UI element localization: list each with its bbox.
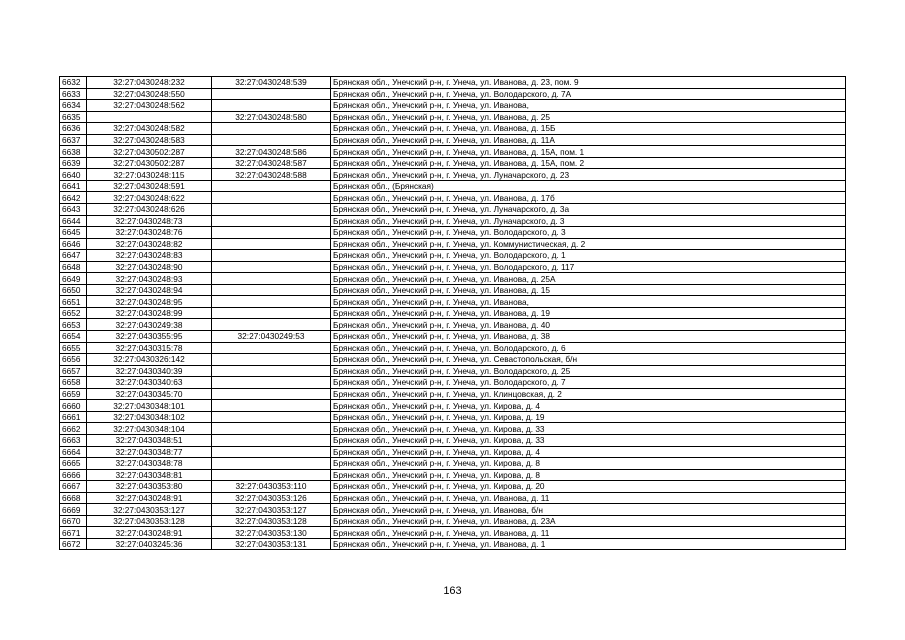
cadastral-number-cell: 32:27:0430248:90 — [87, 261, 212, 273]
table-row — [60, 492, 846, 504]
row-number-cell: 6658 — [60, 377, 87, 389]
table-row — [60, 192, 846, 204]
cadastral-number-cell: 32:27:0430348:81 — [87, 469, 212, 481]
related-cadastral-number-cell — [212, 180, 331, 192]
row-number-cell: 6654 — [60, 331, 87, 343]
address-cell: Брянская обл., Унечский р-н, г. Унеча, ул. Володарского, д. 25 — [331, 365, 846, 377]
related-cadastral-number-cell: 32:27:0430248:586 — [212, 146, 331, 158]
cadastral-number-cell: 32:27:0430248:82 — [87, 238, 212, 250]
address-cell: Брянская обл., Унечский р-н, г. Унеча, ул. Иванова, б/н — [331, 504, 846, 516]
table-row — [60, 157, 846, 169]
address-cell: Брянская обл., Унечский р-н, г. Унеча, ул. Иванова, д. 38 — [331, 331, 846, 343]
address-cell: Брянская обл., Унечский р-н, г. Унеча, ул. Кирова, д. 8 — [331, 458, 846, 470]
row-number-cell: 6642 — [60, 192, 87, 204]
row-number-cell: 6641 — [60, 180, 87, 192]
cadastral-number-cell: 32:27:0430248:94 — [87, 284, 212, 296]
related-cadastral-number-cell: 32:27:0430353:130 — [212, 527, 331, 539]
row-number-cell: 6636 — [60, 123, 87, 135]
related-cadastral-number-cell — [212, 388, 331, 400]
table-row — [60, 134, 846, 146]
table-row — [60, 527, 846, 539]
table-row — [60, 77, 846, 89]
address-cell: Брянская обл., Унечский р-н, г. Унеча, ул. Луначарского, д. 3а — [331, 204, 846, 216]
row-number-cell: 6634 — [60, 100, 87, 112]
address-cell: Брянская обл., Унечский р-н, г. Унеча, ул. Иванова, д. 15А, пом. 2 — [331, 157, 846, 169]
row-number-cell: 6649 — [60, 273, 87, 285]
row-number-cell: 6656 — [60, 354, 87, 366]
table-row — [60, 250, 846, 262]
cadastral-number-cell: 32:27:0430348:102 — [87, 411, 212, 423]
table-row — [60, 331, 846, 343]
table-row — [60, 365, 846, 377]
row-number-cell: 6670 — [60, 515, 87, 527]
row-number-cell: 6647 — [60, 250, 87, 262]
row-number-cell: 6652 — [60, 307, 87, 319]
cadastral-number-cell: 32:27:0430248:95 — [87, 296, 212, 308]
address-cell: Брянская обл., (Брянская) — [331, 180, 846, 192]
cadastral-number-cell: 32:27:0430248:591 — [87, 180, 212, 192]
address-cell: Брянская обл., Унечский р-н, г. Унеча, ул. Иванова, д. 25 — [331, 111, 846, 123]
address-cell: Брянская обл., Унечский р-н, г. Унеча, ул. Иванова, д. 11 — [331, 527, 846, 539]
table-row — [60, 204, 846, 216]
address-cell: Брянская обл., Унечский р-н, г. Унеча, ул. Иванова, д. 11 — [331, 492, 846, 504]
cadastral-number-cell: 32:27:0430340:39 — [87, 365, 212, 377]
row-number-cell: 6653 — [60, 319, 87, 331]
address-cell: Брянская обл., Унечский р-н, г. Унеча, ул. Иванова, д. 25А — [331, 273, 846, 285]
row-number-cell: 6635 — [60, 111, 87, 123]
related-cadastral-number-cell — [212, 227, 331, 239]
address-cell: Брянская обл., Унечский р-н, г. Унеча, ул. Кирова, д. 19 — [331, 411, 846, 423]
row-number-cell: 6643 — [60, 204, 87, 216]
registry-table-body — [60, 77, 846, 550]
related-cadastral-number-cell — [212, 377, 331, 389]
table-row — [60, 469, 846, 481]
row-number-cell: 6632 — [60, 77, 87, 89]
table-row — [60, 504, 846, 516]
cadastral-number-cell: 32:27:0430248:232 — [87, 77, 212, 89]
related-cadastral-number-cell — [212, 434, 331, 446]
related-cadastral-number-cell — [212, 319, 331, 331]
related-cadastral-number-cell: 32:27:0430353:110 — [212, 481, 331, 493]
address-cell: Брянская обл., Унечский р-н, г. Унеча, ул. Кирова, д. 4 — [331, 400, 846, 412]
cadastral-number-cell: 32:27:0430502:287 — [87, 157, 212, 169]
cadastral-number-cell: 32:27:0430248:115 — [87, 169, 212, 181]
related-cadastral-number-cell — [212, 342, 331, 354]
table-row — [60, 446, 846, 458]
related-cadastral-number-cell — [212, 215, 331, 227]
cadastral-number-cell: 32:27:0430248:550 — [87, 88, 212, 100]
cadastral-number-cell: 32:27:0430248:562 — [87, 100, 212, 112]
table-row — [60, 307, 846, 319]
cadastral-number-cell: 32:27:0430249:38 — [87, 319, 212, 331]
address-cell: Брянская обл., Унечский р-н, г. Унеча, ул. Клинцовская, д. 2 — [331, 388, 846, 400]
address-cell: Брянская обл., Унечский р-н, г. Унеча, ул. Иванова, — [331, 100, 846, 112]
related-cadastral-number-cell — [212, 134, 331, 146]
row-number-cell: 6651 — [60, 296, 87, 308]
address-cell: Брянская обл., Унечский р-н, г. Унеча, ул. Володарского, д. 1 — [331, 250, 846, 262]
related-cadastral-number-cell — [212, 192, 331, 204]
table-row — [60, 342, 846, 354]
related-cadastral-number-cell — [212, 284, 331, 296]
cadastral-number-cell: 32:27:0430348:101 — [87, 400, 212, 412]
related-cadastral-number-cell: 32:27:0430353:126 — [212, 492, 331, 504]
cadastral-number-cell: 32:27:0430355:95 — [87, 331, 212, 343]
related-cadastral-number-cell — [212, 365, 331, 377]
table-row — [60, 377, 846, 389]
table-row — [60, 319, 846, 331]
related-cadastral-number-cell — [212, 250, 331, 262]
address-cell: Брянская обл., Унечский р-н, г. Унеча, ул. Иванова, д. 15 — [331, 284, 846, 296]
related-cadastral-number-cell — [212, 458, 331, 470]
row-number-cell: 6669 — [60, 504, 87, 516]
cadastral-number-cell — [87, 111, 212, 123]
address-cell: Брянская обл., Унечский р-н, г. Унеча, ул. Володарского, д. 7 — [331, 377, 846, 389]
cadastral-number-cell: 32:27:0430348:51 — [87, 434, 212, 446]
row-number-cell: 6672 — [60, 538, 87, 550]
address-cell: Брянская обл., Унечский р-н, г. Унеча, ул. Кирова, д. 8 — [331, 469, 846, 481]
table-row — [60, 100, 846, 112]
related-cadastral-number-cell — [212, 296, 331, 308]
row-number-cell: 6648 — [60, 261, 87, 273]
cadastral-number-cell: 32:27:0430340:63 — [87, 377, 212, 389]
related-cadastral-number-cell: 32:27:0430353:127 — [212, 504, 331, 516]
address-cell: Брянская обл., Унечский р-н, г. Унеча, ул. Иванова, д. 15А, пом. 1 — [331, 146, 846, 158]
address-cell: Брянская обл., Унечский р-н, г. Унеча, ул. Володарского, д. 3 — [331, 227, 846, 239]
table-row — [60, 261, 846, 273]
related-cadastral-number-cell — [212, 204, 331, 216]
cadastral-number-cell: 32:27:0430248:99 — [87, 307, 212, 319]
cadastral-number-cell: 32:27:0430348:104 — [87, 423, 212, 435]
address-cell: Брянская обл., Унечский р-н, г. Унеча, ул. Иванова, д. 11А — [331, 134, 846, 146]
table-row — [60, 296, 846, 308]
cadastral-number-cell: 32:27:0430248:582 — [87, 123, 212, 135]
table-row — [60, 423, 846, 435]
table-row — [60, 111, 846, 123]
address-cell: Брянская обл., Унечский р-н, г. Унеча, ул. Иванова, — [331, 296, 846, 308]
related-cadastral-number-cell — [212, 400, 331, 412]
address-cell: Брянская обл., Унечский р-н, г. Унеча, ул. Иванова, д. 19 — [331, 307, 846, 319]
table-row — [60, 388, 846, 400]
row-number-cell: 6639 — [60, 157, 87, 169]
related-cadastral-number-cell — [212, 423, 331, 435]
cadastral-number-cell: 32:27:0430248:83 — [87, 250, 212, 262]
related-cadastral-number-cell — [212, 261, 331, 273]
table-row — [60, 538, 846, 550]
address-cell: Брянская обл., Унечский р-н, г. Унеча, ул. Кирова, д. 4 — [331, 446, 846, 458]
table-row — [60, 88, 846, 100]
cadastral-number-cell: 32:27:0430248:583 — [87, 134, 212, 146]
address-cell: Брянская обл., Унечский р-н, г. Унеча, ул. Кирова, д. 20 — [331, 481, 846, 493]
table-row — [60, 146, 846, 158]
address-cell: Брянская обл., Унечский р-н, г. Унеча, ул. Володарского, д. 6 — [331, 342, 846, 354]
row-number-cell: 6659 — [60, 388, 87, 400]
address-cell: Брянская обл., Унечский р-н, г. Унеча, ул. Иванова, д. 23, пом. 9 — [331, 77, 846, 89]
row-number-cell: 6660 — [60, 400, 87, 412]
row-number-cell: 6663 — [60, 434, 87, 446]
cadastral-number-cell: 32:27:0430345:70 — [87, 388, 212, 400]
table-row — [60, 515, 846, 527]
address-cell: Брянская обл., Унечский р-н, г. Унеча, ул. Иванова, д. 15Б — [331, 123, 846, 135]
row-number-cell: 6671 — [60, 527, 87, 539]
cadastral-number-cell: 32:27:0430248:626 — [87, 204, 212, 216]
address-cell: Брянская обл., Унечский р-н, г. Унеча, ул. Иванова, д. 1 — [331, 538, 846, 550]
table-row — [60, 273, 846, 285]
row-number-cell: 6665 — [60, 458, 87, 470]
related-cadastral-number-cell — [212, 411, 331, 423]
row-number-cell: 6644 — [60, 215, 87, 227]
row-number-cell: 6662 — [60, 423, 87, 435]
row-number-cell: 6657 — [60, 365, 87, 377]
table-row — [60, 400, 846, 412]
related-cadastral-number-cell — [212, 273, 331, 285]
registry-table — [59, 76, 846, 550]
address-cell: Брянская обл., Унечский р-н, г. Унеча, ул. Кирова, д. 33 — [331, 434, 846, 446]
row-number-cell: 6645 — [60, 227, 87, 239]
related-cadastral-number-cell: 32:27:0430248:580 — [212, 111, 331, 123]
cadastral-number-cell: 32:27:0430353:80 — [87, 481, 212, 493]
related-cadastral-number-cell — [212, 469, 331, 481]
related-cadastral-number-cell: 32:27:0430353:131 — [212, 538, 331, 550]
row-number-cell: 6668 — [60, 492, 87, 504]
cadastral-number-cell: 32:27:0430248:93 — [87, 273, 212, 285]
row-number-cell: 6637 — [60, 134, 87, 146]
address-cell: Брянская обл., Унечский р-н, г. Унеча, ул. Иванова, д. 17б — [331, 192, 846, 204]
cadastral-number-cell: 32:27:0430248:91 — [87, 492, 212, 504]
table-row — [60, 215, 846, 227]
table-row — [60, 123, 846, 135]
table-row — [60, 227, 846, 239]
cadastral-number-cell: 32:27:0430248:76 — [87, 227, 212, 239]
table-row — [60, 238, 846, 250]
row-number-cell: 6640 — [60, 169, 87, 181]
row-number-cell: 6667 — [60, 481, 87, 493]
row-number-cell: 6650 — [60, 284, 87, 296]
cadastral-number-cell: 32:27:0430315:78 — [87, 342, 212, 354]
related-cadastral-number-cell: 32:27:0430353:128 — [212, 515, 331, 527]
table-row — [60, 434, 846, 446]
cadastral-number-cell: 32:27:0430353:127 — [87, 504, 212, 516]
cadastral-number-cell: 32:27:0430348:77 — [87, 446, 212, 458]
cadastral-number-cell: 32:27:0430248:73 — [87, 215, 212, 227]
related-cadastral-number-cell — [212, 446, 331, 458]
row-number-cell: 6633 — [60, 88, 87, 100]
address-cell: Брянская обл., Унечский р-н, г. Унеча, ул. Иванова, д. 40 — [331, 319, 846, 331]
related-cadastral-number-cell: 32:27:0430248:588 — [212, 169, 331, 181]
row-number-cell: 6666 — [60, 469, 87, 481]
related-cadastral-number-cell — [212, 307, 331, 319]
cadastral-number-cell: 32:27:0430353:128 — [87, 515, 212, 527]
related-cadastral-number-cell: 32:27:0430249:53 — [212, 331, 331, 343]
row-number-cell: 6661 — [60, 411, 87, 423]
row-number-cell: 6646 — [60, 238, 87, 250]
related-cadastral-number-cell — [212, 238, 331, 250]
table-row — [60, 284, 846, 296]
address-cell: Брянская обл., Унечский р-н, г. Унеча, ул. Луначарского, д. 3 — [331, 215, 846, 227]
cadastral-number-cell: 32:27:0430248:91 — [87, 527, 212, 539]
row-number-cell: 6655 — [60, 342, 87, 354]
table-row — [60, 169, 846, 181]
table-row — [60, 458, 846, 470]
cadastral-number-cell: 32:27:0403245:36 — [87, 538, 212, 550]
address-cell: Брянская обл., Унечский р-н, г. Унеча, ул. Луначарского, д. 23 — [331, 169, 846, 181]
related-cadastral-number-cell — [212, 88, 331, 100]
related-cadastral-number-cell: 32:27:0430248:539 — [212, 77, 331, 89]
address-cell: Брянская обл., Унечский р-н, г. Унеча, ул. Володарского, д. 7А — [331, 88, 846, 100]
address-cell: Брянская обл., Унечский р-н, г. Унеча, ул. Кирова, д. 33 — [331, 423, 846, 435]
cadastral-number-cell: 32:27:0430326:142 — [87, 354, 212, 366]
address-cell: Брянская обл., Унечский р-н, г. Унеча, ул. Севастопольская, б/н — [331, 354, 846, 366]
page-number: 163 — [443, 585, 462, 597]
cadastral-number-cell: 32:27:0430348:78 — [87, 458, 212, 470]
table-row — [60, 481, 846, 493]
address-cell: Брянская обл., Унечский р-н, г. Унеча, ул. Володарского, д. 117 — [331, 261, 846, 273]
address-cell: Брянская обл., Унечский р-н, г. Унеча, ул. Коммунистическая, д. 2 — [331, 238, 846, 250]
cadastral-number-cell: 32:27:0430248:622 — [87, 192, 212, 204]
related-cadastral-number-cell — [212, 100, 331, 112]
related-cadastral-number-cell — [212, 123, 331, 135]
related-cadastral-number-cell — [212, 354, 331, 366]
related-cadastral-number-cell: 32:27:0430248:587 — [212, 157, 331, 169]
row-number-cell: 6638 — [60, 146, 87, 158]
address-cell: Брянская обл., Унечский р-н, г. Унеча, ул. Иванова, д. 23А — [331, 515, 846, 527]
cadastral-number-cell: 32:27:0430502:287 — [87, 146, 212, 158]
table-row — [60, 180, 846, 192]
table-row — [60, 411, 846, 423]
row-number-cell: 6664 — [60, 446, 87, 458]
table-row — [60, 354, 846, 366]
